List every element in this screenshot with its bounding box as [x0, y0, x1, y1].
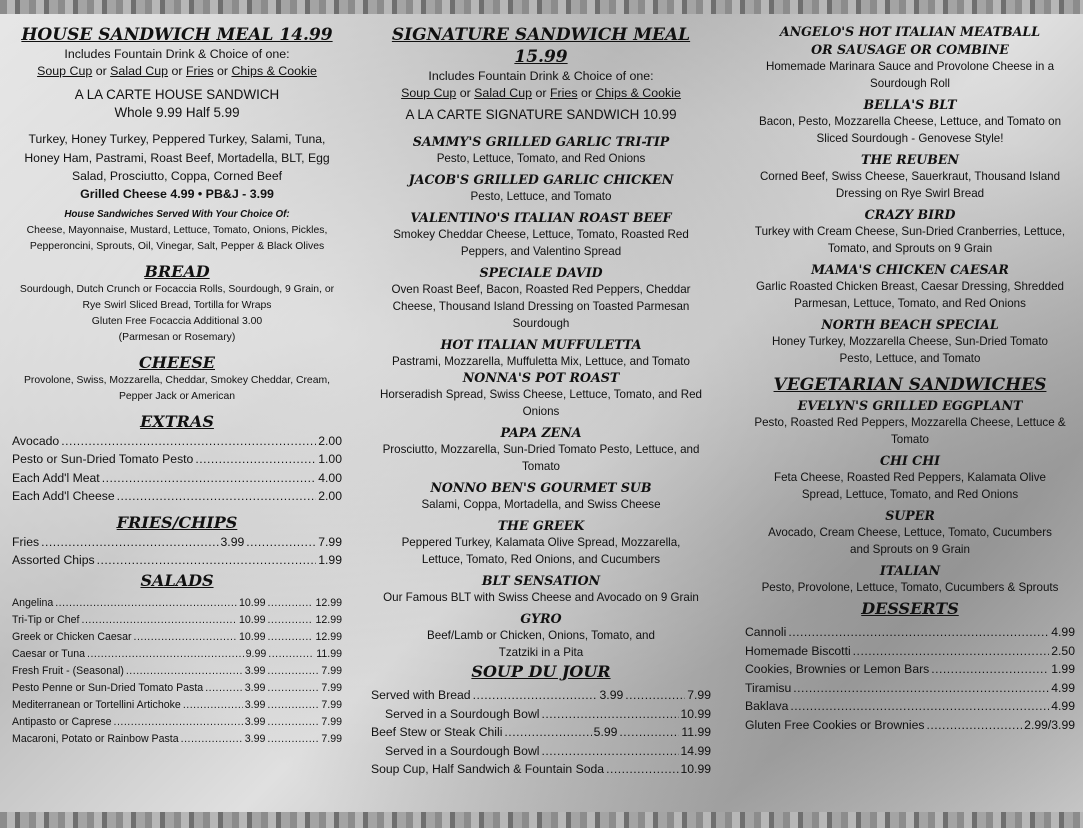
sandwich-desc: Prosciutto, Mozzarella, Sun-Dried Tomato Pesto, Lettuce, and Tomato: [382, 443, 700, 473]
sandwich-name: NORTH BEACH SPECIAL: [821, 317, 999, 332]
sandwich-desc: Homemade Marinara Sauce and Provolone Cheese in a Sourdough Roll: [765, 60, 1055, 90]
sandwich-name-line2: OR SAUSAGE OR COMBINE: [811, 42, 1009, 57]
house-ala-prices: Whole 9.99 Half 5.99: [114, 105, 240, 120]
price-row: Baklava ..... 4.99: [745, 697, 1075, 716]
price-row: Fresh Fruit - (Seasonal) ..... 3.99 ..... 7.99: [12, 663, 342, 680]
sandwich-desc: Beef/Lamb or Chicken, Onions, Tomato, and Tzatziki in a Pita: [427, 629, 655, 659]
bottom-border: [0, 812, 1083, 828]
sandwich-name: BELLA'S BLT: [863, 97, 957, 112]
sandwich-desc: Peppered Turkey, Kalamata Olive Spread, Mozzarella, Lettuce, Tomato, Red Onions, and Cucumbers: [401, 536, 681, 566]
sandwich-desc: Avocado, Cream Cheese, Lettuce, Tomato, Cucumbers and Sprouts on 9 Grain: [768, 526, 1052, 556]
house-meats: Turkey, Honey Turkey, Peppered Turkey, Salami, Tuna, Honey Ham, Pastrami, Roast Beef, Mortadella, BLT, Egg Salad, Prosciutto, Coppa, Corned Beef: [24, 132, 330, 183]
column-middle: [371, 24, 711, 804]
price-row: Served in a Sourdough Bowl ..... 14.99: [371, 742, 711, 761]
sandwich-name: JACOB'S GRILLED GARLIC CHICKEN: [408, 172, 674, 187]
price-row: Each Add'l Meat ..... 4.00: [12, 469, 342, 488]
house-ala-carte: A LA CARTE HOUSE SANDWICH: [74, 87, 280, 102]
desserts-title: DESSERTS: [861, 599, 959, 618]
soup-title: SOUP DU JOUR: [471, 662, 611, 681]
price-row: Pesto Penne or Sun-Dried Tomato Pasta ..... 3.99 ..... 7.99: [12, 680, 342, 697]
price-row: Soup Cup, Half Sandwich & Fountain Soda ..... 10.99: [371, 760, 711, 779]
price-row: Homemade Biscotti ..... 2.50: [745, 642, 1075, 661]
sandwich-desc: Pesto, Roasted Red Peppers, Mozzarella Cheese, Lettuce & Tomato: [754, 416, 1066, 446]
sandwich-name: GYRO: [520, 611, 562, 626]
sandwich-desc: Pastrami, Mozzarella, Muffuletta Mix, Lettuce, and Tomato: [392, 355, 690, 368]
sandwich-name: ANGELO'S HOT ITALIAN MEATBALL: [779, 24, 1041, 39]
price-row: Cookies, Brownies or Lemon Bars ..... 1.99: [745, 660, 1075, 679]
price-row: Fries ..... 3.99 ..... 7.99: [12, 533, 342, 552]
column-left: [12, 24, 342, 804]
sandwich-name: PAPA ZENA: [500, 425, 582, 440]
house-meal-title: HOUSE SANDWICH MEAL 14.99: [21, 25, 333, 45]
sandwich-name: CRAZY BIRD: [864, 207, 956, 222]
sandwich-name: SUPER: [885, 508, 935, 523]
house-choices: Soup Cup or Salad Cup or Fries or Chips & Cookie: [37, 64, 317, 78]
vegetarian-title: VEGETARIAN SANDWICHES: [773, 375, 1047, 395]
sandwich-desc: Bacon, Pesto, Mozzarella Cheese, Lettuce, and Tomato on Sliced Sourdough - Genovese Style!: [758, 115, 1062, 145]
served-with-title: House Sandwiches Served With Your Choice Of:: [64, 208, 290, 220]
sandwich-desc: Pesto, Lettuce, Tomato, and Red Onions: [436, 152, 646, 165]
sandwich-desc: Feta Cheese, Roasted Red Peppers, Kalamata Olive Spread, Lettuce, Tomato, and Red Onions: [774, 471, 1046, 501]
column-right: [745, 24, 1075, 804]
signature-choices: Soup Cup or Salad Cup or Fries or Chips & Cookie: [401, 86, 681, 100]
price-row: Antipasto or Caprese ..... 3.99 ..... 7.99: [12, 714, 342, 731]
signature-includes: Includes Fountain Drink & Choice of one:: [428, 69, 654, 83]
price-row: Assorted Chips ..... 1.99: [12, 551, 342, 570]
sandwich-desc: Pesto, Provolone, Lettuce, Tomato, Cucumbers & Sprouts: [761, 581, 1059, 594]
price-row: Greek or Chicken Caesar ..... 10.99 ..... 12.99: [12, 629, 342, 646]
sandwich-name: NONNO BEN'S GOURMET SUB: [430, 480, 652, 495]
sandwich-name: HOT ITALIAN MUFFULETTA: [440, 337, 642, 352]
price-row: Served with Bread ..... 3.99 ..... 7.99: [371, 686, 711, 705]
grilled-cheese-pbj: Grilled Cheese 4.99 • PB&J - 3.99: [80, 186, 274, 201]
sandwich-name: THE GREEK: [497, 518, 585, 533]
sandwich-name: THE REUBEN: [860, 152, 960, 167]
sandwich-name: SPECIALE DAVID: [479, 265, 603, 280]
sandwich-desc: Smokey Cheddar Cheese, Lettuce, Tomato, Roasted Red Peppers, and Valentino Spread: [393, 228, 689, 258]
fries-chips-title: FRIES/CHIPS: [116, 512, 238, 532]
house-includes: Includes Fountain Drink & Choice of one:: [64, 47, 290, 61]
price-row: Tri-Tip or Chef ..... 10.99 ..... 12.99: [12, 612, 342, 629]
sandwich-desc: Pesto, Lettuce, and Tomato: [470, 190, 612, 203]
price-row: Served in a Sourdough Bowl ..... 10.99: [371, 705, 711, 724]
extras-title: EXTRAS: [140, 411, 214, 431]
cheese-text: Provolone, Swiss, Mozzarella, Cheddar, Smokey Cheddar, Cream, Pepper Jack or American: [23, 374, 331, 402]
sandwich-name: CHI CHI: [879, 453, 940, 468]
sandwich-name: VALENTINO'S ITALIAN ROAST BEEF: [410, 210, 672, 225]
gluten-free-note: (Parmesan or Rosemary): [118, 331, 236, 343]
sandwich-desc: Salami, Coppa, Mortadella, and Swiss Cheese: [421, 498, 661, 511]
price-row: Mediterranean or Tortellini Artichoke ..... 3.99 ..... 7.99: [12, 697, 342, 714]
price-row: Gluten Free Cookies or Brownies ..... 2.99/3.99: [745, 716, 1075, 735]
price-row: Angelina ..... 10.99 ..... 12.99: [12, 595, 342, 612]
sandwich-desc: Corned Beef, Swiss Cheese, Sauerkraut, Thousand Island Dressing on Rye Swirl Bread: [759, 170, 1061, 200]
sandwich-name: NONNA'S POT ROAST: [462, 370, 620, 385]
price-row: Macaroni, Potato or Rainbow Pasta ..... 3.99 ..... 7.99: [12, 731, 342, 748]
sandwich-desc: Oven Roast Beef, Bacon, Roasted Red Peppers, Cheddar Cheese, Thousand Island Dressing on Toasted Parmesan Sourdough: [391, 283, 691, 330]
sandwich-name: BLT SENSATION: [481, 573, 601, 588]
price-row: Pesto or Sun-Dried Tomato Pesto ..... 1.00: [12, 450, 342, 469]
sandwich-desc: Turkey with Cream Cheese, Sun-Dried Cranberries, Lettuce, Tomato, and Sprouts on 9 Grain: [754, 225, 1066, 255]
price-row: Avocado ..... 2.00: [12, 432, 342, 451]
sandwich-desc: Garlic Roasted Chicken Breast, Caesar Dressing, Shredded Parmesan, Lettuce, Tomato, and Red Onions: [755, 280, 1065, 310]
price-row: Tiramisu ..... 4.99: [745, 679, 1075, 698]
price-row: Caesar or Tuna ..... 9.99 ..... 11.99: [12, 646, 342, 663]
served-with-list: Cheese, Mayonnaise, Mustard, Lettuce, Tomato, Onions, Pickles, Pepperoncini, Sprouts, Oil, Vinegar, Salt, Pepper & Black Olives: [26, 224, 328, 252]
price-row: Cannoli ..... 4.99: [745, 623, 1075, 642]
bread-text: Sourdough, Dutch Crunch or Focaccia Rolls, Sourdough, 9 Grain, or Rye Swirl Sliced Bread, Tortilla for Wraps: [19, 283, 335, 311]
sandwich-desc: Our Famous BLT with Swiss Cheese and Avocado on 9 Grain: [383, 591, 699, 604]
sandwich-name: SAMMY'S GRILLED GARLIC TRI-TIP: [412, 134, 670, 149]
sandwich-desc: Honey Turkey, Mozzarella Cheese, Sun-Dried Tomato Pesto, Lettuce, and Tomato: [771, 335, 1048, 365]
salads-title: SALADS: [140, 570, 214, 590]
sandwich-name: ITALIAN: [879, 563, 941, 578]
bread-title: BREAD: [144, 261, 210, 281]
top-border: [0, 0, 1083, 14]
price-row: Each Add'l Cheese ..... 2.00: [12, 487, 342, 506]
sandwich-name: EVELYN'S GRILLED EGGPLANT: [797, 398, 1023, 413]
cheese-title: CHEESE: [139, 352, 215, 372]
price-row: Beef Stew or Steak Chili ..... 5.99 ..... 11.99: [371, 723, 711, 742]
sandwich-name: MAMA'S CHICKEN CAESAR: [811, 262, 1009, 277]
gluten-free-focaccia: Gluten Free Focaccia Additional 3.00: [91, 315, 263, 327]
signature-meal-title: SIGNATURE SANDWICH MEAL 15.99: [391, 25, 691, 67]
signature-ala-carte: A LA CARTE SIGNATURE SANDWICH 10.99: [405, 107, 677, 122]
sandwich-desc: Horseradish Spread, Swiss Cheese, Lettuce, Tomato, and Red Onions: [379, 388, 702, 418]
